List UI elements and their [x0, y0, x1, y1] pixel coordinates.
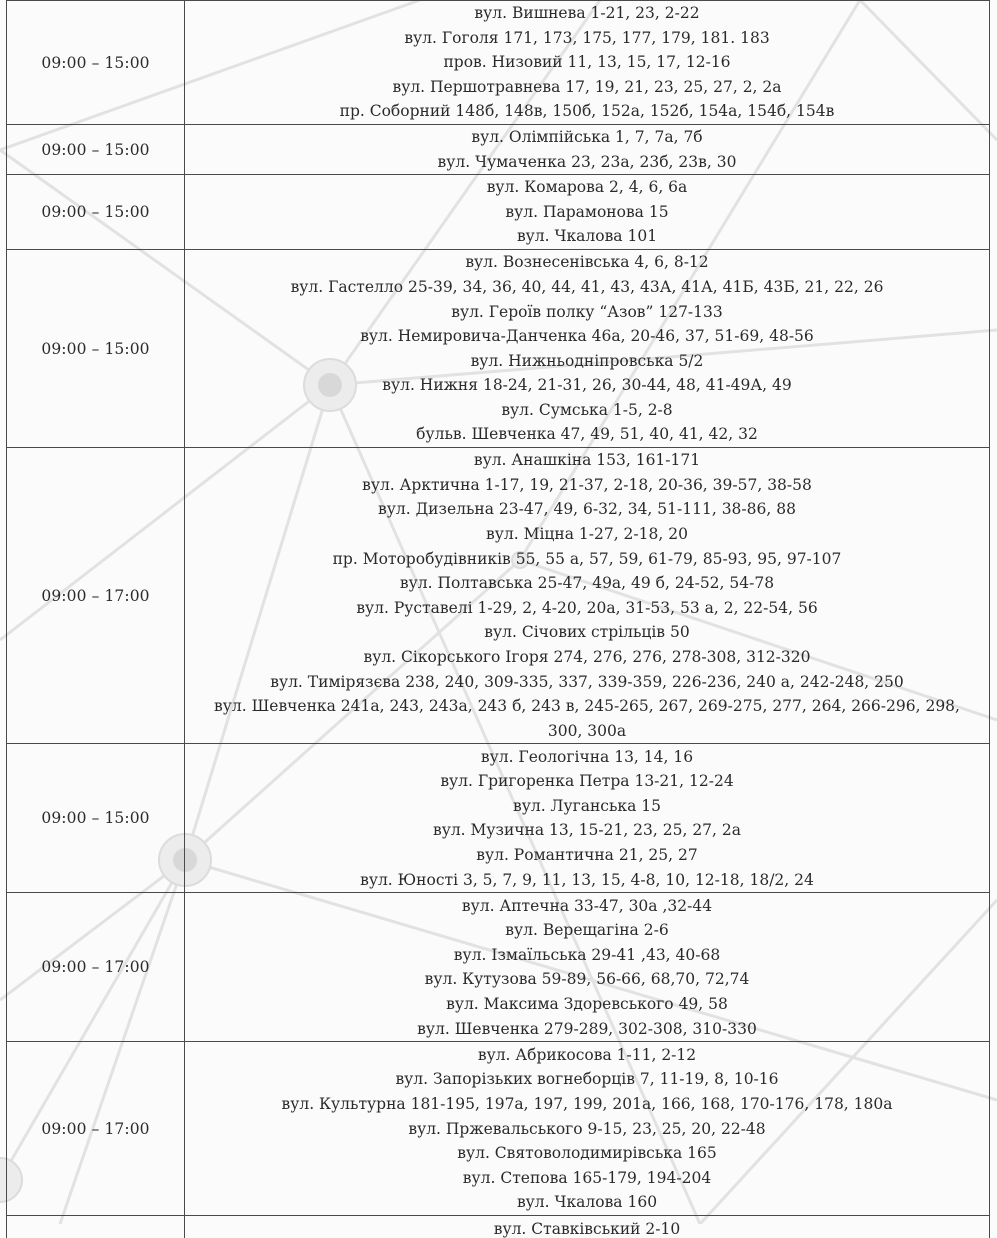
address-line: вул. Музична 13, 15-21, 23, 25, 27, 2а	[185, 818, 989, 843]
schedule-body	[7, 1, 990, 1238]
time-cell: 09:00 – 15:00	[7, 1, 185, 125]
address-line: вул. Анашкіна 153, 161-171	[185, 448, 989, 473]
time-cell: 09:00 – 15:00	[7, 250, 185, 448]
address-line: вул. Чкалова 160	[185, 1190, 989, 1215]
address-line: вул. Абрикосова 1-11, 2-12	[185, 1043, 989, 1068]
time-cell: 09:00 – 17:00	[7, 1042, 185, 1216]
address-line: вул. Шевченка 241а, 243, 243а, 243 б, 243 в, 245-265, 267, 269-275, 277, 264, 266-296, 298,	[185, 694, 989, 719]
table-row	[7, 125, 990, 175]
address-line: вул. Святоволодимирівська 165	[185, 1141, 989, 1166]
address-line: вул. Пржевальського 9-15, 23, 25, 20, 22-48	[185, 1117, 989, 1142]
address-line: вул. Запорізьких вогнеборців 7, 11-19, 8, 10-16	[185, 1067, 989, 1092]
address-line: вул. Міцна 1-27, 2-18, 20	[185, 522, 989, 547]
address-line: вул. Григоренка Петра 13-21, 12-24	[185, 769, 989, 794]
address-line: вул. Сікорського Ігоря 274, 276, 276, 278-308, 312-320	[185, 645, 989, 670]
time-cell: 09:00 – 17:00	[7, 893, 185, 1042]
time-cell: 09:00 – 17:00	[7, 448, 185, 744]
address-line: вул. Арктична 1-17, 19, 21-37, 2-18, 20-36, 39-57, 38-58	[185, 473, 989, 498]
address-cell	[185, 744, 990, 893]
table-row	[7, 250, 990, 448]
address-line: вул. Геологічна 13, 14, 16	[185, 745, 989, 770]
address-line: вул. Чкалова 101	[185, 224, 989, 249]
address-line: вул. Гоголя 171, 173, 175, 177, 179, 181. 183	[185, 26, 989, 51]
time-cell: 09:00 – 15:00	[7, 125, 185, 175]
address-cell	[185, 448, 990, 744]
address-line: вул. Верещагіна 2-6	[185, 918, 989, 943]
address-cell	[185, 1216, 990, 1238]
address-line: бульв. Шевченка 47, 49, 51, 40, 41, 42, 32	[185, 422, 989, 447]
address-line: 300, 300а	[185, 719, 989, 744]
table-row	[7, 744, 990, 893]
address-cell	[185, 250, 990, 448]
address-line: вул. Луганська 15	[185, 794, 989, 819]
address-cell	[185, 175, 990, 250]
address-cell	[185, 1, 990, 125]
address-line: вул. Максима Здоревського 49, 58	[185, 992, 989, 1017]
address-line: вул. Комарова 2, 4, 6, 6а	[185, 175, 989, 200]
address-line: пр. Моторобудівників 55, 55 а, 57, 59, 61-79, 85-93, 95, 97-107	[185, 547, 989, 572]
address-line: вул. Тимірязєва 238, 240, 309-335, 337, 339-359, 226-236, 240 а, 242-248, 250	[185, 670, 989, 695]
address-cell	[185, 125, 990, 175]
address-line: вул. Полтавська 25-47, 49а, 49 б, 24-52, 54-78	[185, 571, 989, 596]
address-line: вул. Січових стрільців 50	[185, 620, 989, 645]
address-line: вул. Романтична 21, 25, 27	[185, 843, 989, 868]
time-cell: 09:00 – 15:00	[7, 175, 185, 250]
table-row	[7, 448, 990, 744]
address-line: вул. Немировича-Данченка 46а, 20-46, 37, 51-69, 48-56	[185, 324, 989, 349]
address-line: вул. Степова 165-179, 194-204	[185, 1166, 989, 1191]
table-row	[7, 893, 990, 1042]
address-line: вул. Нижня 18-24, 21-31, 26, 30-44, 48, 41-49А, 49	[185, 373, 989, 398]
address-line: вул. Кутузова 59-89, 56-66, 68,70, 72,74	[185, 967, 989, 992]
address-line: вул. Юності 3, 5, 7, 9, 11, 13, 15, 4-8, 10, 12-18, 18/2, 24	[185, 868, 989, 893]
address-line: вул. Нижньодніпровська 5/2	[185, 349, 989, 374]
address-line: вул. Парамонова 15	[185, 200, 989, 225]
address-cell	[185, 1042, 990, 1216]
table-row-cut-off	[7, 1216, 990, 1238]
address-line: вул. Гастелло 25-39, 34, 36, 40, 44, 41, 43, 43А, 41А, 41Б, 43Б, 21, 22, 26	[185, 275, 989, 300]
address-line: вул. Героїв полку “Азов” 127-133	[185, 300, 989, 325]
address-line: вул. Аптечна 33-47, 30а ,32-44	[185, 894, 989, 919]
address-line: вул. Ізмаїльська 29-41 ,43, 40-68	[185, 943, 989, 968]
time-cell: 09:00 – 15:00	[7, 744, 185, 893]
address-line: пров. Низовий 11, 13, 15, 17, 12-16	[185, 50, 989, 75]
address-line: вул. Олімпійська 1, 7, 7а, 7б	[185, 125, 989, 150]
address-line: вул. Сумська 1-5, 2-8	[185, 398, 989, 423]
table-row	[7, 1, 990, 125]
outage-schedule-table	[6, 0, 990, 1238]
address-line: вул. Дизельна 23-47, 49, 6-32, 34, 51-111, 38-86, 88	[185, 497, 989, 522]
address-line: вул. Культурна 181-195, 197а, 197, 199, 201а, 166, 168, 170-176, 178, 180а	[185, 1092, 989, 1117]
address-line: вул. Першотравнева 17, 19, 21, 23, 25, 27, 2, 2а	[185, 75, 989, 100]
address-line: вул. Руставелі 1-29, 2, 4-20, 20а, 31-53, 53 а, 2, 22-54, 56	[185, 596, 989, 621]
address-line-partial: вул. Ставківський 2-10	[185, 1220, 989, 1238]
table-row	[7, 1042, 990, 1216]
time-cell-empty	[7, 1216, 185, 1238]
address-cell	[185, 893, 990, 1042]
table-row	[7, 175, 990, 250]
address-line: вул. Вишнева 1-21, 23, 2-22	[185, 1, 989, 26]
address-line: вул. Шевченка 279-289, 302-308, 310-330	[185, 1017, 989, 1042]
address-line: вул. Чумаченка 23, 23а, 23б, 23в, 30	[185, 150, 989, 175]
address-line: вул. Вознесенівська 4, 6, 8-12	[185, 250, 989, 275]
address-line: пр. Соборний 148б, 148в, 150б, 152а, 152б, 154а, 154б, 154в	[185, 99, 989, 124]
